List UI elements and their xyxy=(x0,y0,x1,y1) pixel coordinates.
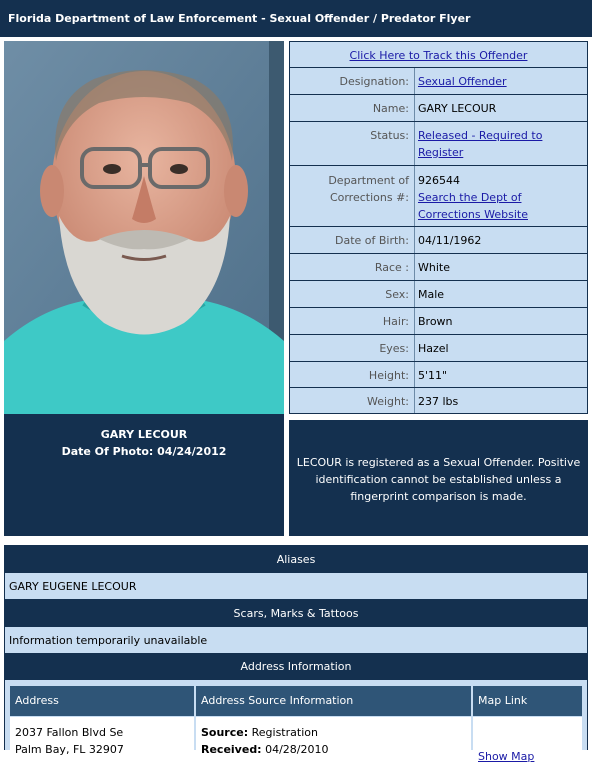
track-offender-link[interactable]: Click Here to Track this Offender xyxy=(349,49,528,62)
designation-label: Designation: xyxy=(290,68,415,94)
eyes-row xyxy=(290,335,587,361)
notice-text: LECOUR is registered as a Sexual Offender. Positive identification cannot be established unless a fingerprint comparison is made. xyxy=(296,456,581,503)
aliases-value: GARY EUGENE LECOUR xyxy=(5,573,587,599)
designation-row xyxy=(290,68,587,94)
address-source-line xyxy=(201,724,471,741)
aliases-heading: Aliases xyxy=(5,546,587,572)
offender-info-table xyxy=(289,41,588,414)
sex-row xyxy=(290,281,587,307)
address-cell xyxy=(10,717,194,757)
received-value: 04/28/2010 xyxy=(265,743,329,756)
doc-label: Department of Corrections #: xyxy=(290,166,415,226)
status-label: Status: xyxy=(290,122,415,165)
address-col-header: Address xyxy=(10,686,194,716)
offender-photo xyxy=(4,41,284,414)
race-row xyxy=(290,254,587,280)
race-value: White xyxy=(418,261,450,274)
hair-value: Brown xyxy=(418,315,453,328)
address-street: 2037 Fallon Blvd Se xyxy=(15,726,124,739)
address-city: Palm Bay, FL 32907 xyxy=(15,743,124,756)
designation-link[interactable]: Sexual Offender xyxy=(418,75,507,88)
name-row xyxy=(290,95,587,121)
name-label: Name: xyxy=(290,95,415,121)
weight-label: Weight: xyxy=(290,388,415,413)
doc-number: 926544 xyxy=(418,174,460,187)
status-link[interactable]: Released - Required to Register xyxy=(418,129,543,159)
eyes-value: Hazel xyxy=(418,342,449,355)
race-label: Race : xyxy=(290,254,415,280)
received-label: Received: xyxy=(201,743,262,756)
track-row xyxy=(290,42,587,67)
dob-value: 04/11/1962 xyxy=(418,234,482,247)
map-link-col-header: Map Link xyxy=(473,686,582,716)
address-heading: Address Information xyxy=(5,653,587,679)
map-link-cell xyxy=(473,717,582,763)
address-table xyxy=(5,680,587,763)
show-map-link[interactable]: Show Map xyxy=(478,750,535,763)
scars-heading: Scars, Marks & Tattoos xyxy=(5,600,587,626)
height-value: 5'11" xyxy=(418,369,448,382)
scars-value: Information temporarily unavailable xyxy=(5,627,587,653)
photo-caption xyxy=(4,414,284,536)
address-source-col-header: Address Source Information xyxy=(196,686,471,716)
source-value: Registration xyxy=(251,726,318,739)
caption-photo-date: Date Of Photo: 04/24/2012 xyxy=(61,445,227,458)
weight-row xyxy=(290,388,587,413)
status-row xyxy=(290,122,587,165)
source-label: Source: xyxy=(201,726,249,739)
address-received-line xyxy=(201,741,471,758)
height-label: Height: xyxy=(290,362,415,387)
height-row xyxy=(290,362,587,387)
page-title: Florida Department of Law Enforcement - Sexual Offender / Predator Flyer xyxy=(8,12,471,25)
page-header xyxy=(0,0,592,37)
name-value: GARY LECOUR xyxy=(418,102,497,115)
offender-photo-image xyxy=(4,41,284,414)
sex-value: Male xyxy=(418,288,445,301)
address-source-cell xyxy=(196,717,471,757)
doc-row xyxy=(290,166,587,226)
caption-name: GARY LECOUR xyxy=(100,428,188,441)
weight-value: 237 lbs xyxy=(418,395,459,408)
doc-search-link[interactable]: Search the Dept of Corrections Website xyxy=(418,191,528,221)
dob-row xyxy=(290,227,587,253)
registration-notice xyxy=(289,420,588,536)
dob-label: Date of Birth: xyxy=(290,227,415,253)
hair-row xyxy=(290,308,587,334)
details-table xyxy=(4,545,588,763)
hair-label: Hair: xyxy=(290,308,415,334)
eyes-label: Eyes: xyxy=(290,335,415,361)
sex-label: Sex: xyxy=(290,281,415,307)
